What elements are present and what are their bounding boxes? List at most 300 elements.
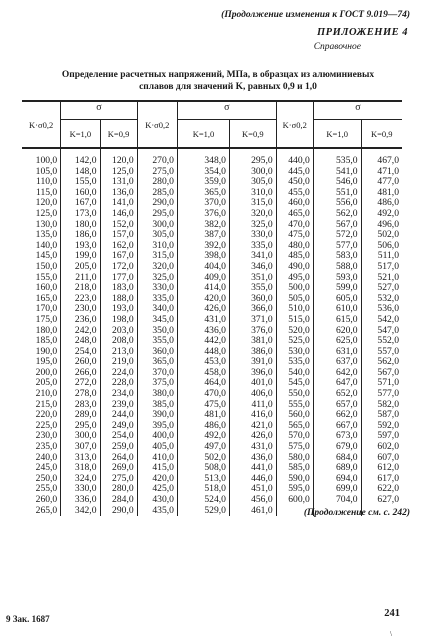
table-cell: 556,0 <box>335 197 358 209</box>
table-cell: 283,0 <box>74 398 97 410</box>
table-cell: 275,0 <box>152 165 174 177</box>
table-cell: 500,0 <box>288 282 310 294</box>
table-cell: 492,0 <box>204 430 226 442</box>
table-cell: 386,0 <box>251 345 273 357</box>
table-cell: 265,0 <box>35 504 58 516</box>
table-cell: 382,0 <box>204 218 226 230</box>
table-cell: 475,0 <box>288 229 310 241</box>
table-cell: 565,0 <box>288 419 310 431</box>
table-cell: 188,0 <box>112 292 134 304</box>
table-cell: 486,0 <box>204 419 226 431</box>
table-cell: 446,0 <box>251 472 273 484</box>
table-cell: 145,0 <box>35 250 58 262</box>
table-cell: 530,0 <box>288 345 310 357</box>
table-cell: 313,0 <box>74 451 97 463</box>
order-number: 9 Зак. 1687 <box>6 614 50 624</box>
table-cell: 167,0 <box>112 250 134 262</box>
table-cell: 430,0 <box>152 494 174 505</box>
table-cell: 525,0 <box>288 335 310 347</box>
table-cell: 266,0 <box>74 366 97 378</box>
table-cell: 376,0 <box>251 324 273 336</box>
table-cell: 631,0 <box>335 345 358 357</box>
table-cell: 506,0 <box>377 239 399 251</box>
table-cell: 486,0 <box>377 197 399 209</box>
table-cell: 527,0 <box>377 282 399 294</box>
table-cell: 453,0 <box>204 356 226 368</box>
table-cell: 425,0 <box>152 483 174 495</box>
table-cell: 431,0 <box>251 441 273 453</box>
table-cell: 167,0 <box>74 197 97 209</box>
table-cell: 130,0 <box>35 218 58 230</box>
table-cell: 290,0 <box>112 504 134 516</box>
table-cell: 290,0 <box>152 197 174 209</box>
table-cell: 436,0 <box>204 324 226 336</box>
table-cell: 552,0 <box>377 335 399 347</box>
table-cell: 280,0 <box>152 176 174 188</box>
table-cell: 492,0 <box>377 207 399 219</box>
table-cell: 172,0 <box>112 260 134 272</box>
table-cell: 110,0 <box>36 176 58 188</box>
table-cell: 280,0 <box>112 483 134 495</box>
table-cell: 592,0 <box>377 419 399 431</box>
table-cell: 560,0 <box>288 409 310 421</box>
table-cell: 441,0 <box>251 462 273 474</box>
table-cell: 220,0 <box>35 409 58 421</box>
table-cell: 305,0 <box>152 229 174 241</box>
table-cell: 540,0 <box>288 366 310 378</box>
table-cell: 612,0 <box>377 462 399 474</box>
table-cell: 502,0 <box>204 451 226 463</box>
table-cell: 572,0 <box>335 229 358 241</box>
table-cell: 547,0 <box>377 324 399 336</box>
table-cell: 610,0 <box>335 303 358 315</box>
table-cell: 542,0 <box>377 313 399 325</box>
table-cell: 657,0 <box>335 398 358 410</box>
table-cell: 495,0 <box>288 271 310 283</box>
table-cell: 415,0 <box>152 462 174 474</box>
table-title-line2: сплавов для значений K, равных 0,9 и 1,0 <box>139 82 317 92</box>
table-cell: 436,0 <box>251 451 273 463</box>
table-cell: 451,0 <box>251 483 273 495</box>
table-cell: 140,0 <box>35 239 58 251</box>
table-cell: 511,0 <box>377 250 399 262</box>
table-cell: 335,0 <box>251 239 273 251</box>
table-cell: 467,0 <box>377 155 399 166</box>
table-cell: 390,0 <box>152 409 174 421</box>
table-cell: 348,0 <box>204 155 226 166</box>
table-cell: 577,0 <box>335 239 358 251</box>
table-cell: 336,0 <box>74 494 97 505</box>
k09-header-2: K=0,9 <box>229 120 276 148</box>
table-cell: 508,0 <box>204 462 226 474</box>
table-cell: 426,0 <box>251 430 273 442</box>
table-cell: 152,0 <box>112 218 134 230</box>
table-cell: 627,0 <box>377 494 399 505</box>
table-cell: 100,0 <box>35 155 58 166</box>
table-cell: 684,0 <box>335 451 358 463</box>
table-cell: 183,0 <box>112 282 134 294</box>
table-cell: 340,0 <box>152 303 174 315</box>
table-cell: 307,0 <box>74 441 97 453</box>
table-cell: 555,0 <box>288 398 310 410</box>
table-cell: 365,0 <box>204 186 226 198</box>
table-cell: 300,0 <box>251 165 273 177</box>
sigma-header-1: σ <box>61 102 137 120</box>
table-cell: 146,0 <box>112 207 134 219</box>
table-cell: 400,0 <box>152 430 174 442</box>
table-cell: 155,0 <box>74 176 97 188</box>
stress-table <box>22 100 402 516</box>
table-cell: 310,0 <box>251 186 273 198</box>
table-cell: 593,0 <box>335 271 358 283</box>
table-cell: 355,0 <box>251 282 273 294</box>
table-cell: 342,0 <box>74 504 97 516</box>
k1-header-3: K=1,0 <box>313 120 361 148</box>
table-cell: 330,0 <box>251 229 273 241</box>
table-cell: 354,0 <box>204 165 226 177</box>
table-cell: 391,0 <box>251 356 273 368</box>
table-cell: 254,0 <box>74 345 97 357</box>
table-cell: 551,0 <box>335 186 358 198</box>
table-cell: 162,0 <box>112 239 134 251</box>
table-cell: 490,0 <box>288 260 310 272</box>
col-g1-kr <box>22 156 60 516</box>
table-cell: 315,0 <box>251 197 273 209</box>
table-cell: 160,0 <box>74 186 97 198</box>
table-cell: 411,0 <box>251 398 273 410</box>
table-cell: 200,0 <box>35 366 58 378</box>
table-cell: 420,0 <box>152 472 174 484</box>
table-cell: 215,0 <box>35 398 58 410</box>
table-cell: 259,0 <box>112 441 134 453</box>
table-cell: 513,0 <box>204 472 226 484</box>
table-cell: 289,0 <box>74 409 97 421</box>
table-cell: 587,0 <box>377 409 399 421</box>
k09-header-1: K=0,9 <box>100 120 137 148</box>
table-cell: 278,0 <box>74 388 97 400</box>
table-cell: 345,0 <box>152 313 174 325</box>
table-cell: 335,0 <box>152 292 174 304</box>
table-cell: 470,0 <box>204 388 226 400</box>
table-cell: 223,0 <box>74 292 97 304</box>
table-cell: 597,0 <box>377 430 399 442</box>
table-cell: 570,0 <box>288 430 310 442</box>
row-label-header: K·σ0,2 <box>29 119 54 130</box>
table-cell: 295,0 <box>74 419 97 431</box>
table-cell: 497,0 <box>204 441 226 453</box>
table-cell: 448,0 <box>204 345 226 357</box>
table-cell: 175,0 <box>35 313 58 325</box>
table-cell: 409,0 <box>204 271 226 283</box>
table-cell: 148,0 <box>74 165 97 177</box>
table-cell: 360,0 <box>152 345 174 357</box>
table-cell: 485,0 <box>288 250 310 262</box>
table-cell: 535,0 <box>335 155 358 166</box>
table-cell: 190,0 <box>35 345 58 357</box>
table-cell: 355,0 <box>152 335 174 347</box>
table-cell: 562,0 <box>377 356 399 368</box>
col-g1-k09 <box>101 156 137 516</box>
table-cell: 180,0 <box>35 324 58 336</box>
table-cell: 330,0 <box>74 483 97 495</box>
table-cell: 359,0 <box>204 176 226 188</box>
appendix-title: ПРИЛОЖЕНИЕ 4 <box>317 27 408 38</box>
table-cell: 420,0 <box>204 292 226 304</box>
table-cell: 510,0 <box>288 303 310 315</box>
table-cell: 450,0 <box>288 176 310 188</box>
table-cell: 135,0 <box>35 229 58 241</box>
table-cell: 239,0 <box>112 398 134 410</box>
table-cell: 186,0 <box>74 229 97 241</box>
table-cell: 125,0 <box>112 165 134 177</box>
table-cell: 673,0 <box>335 430 358 442</box>
table-cell: 445,0 <box>288 165 310 177</box>
table-cell: 234,0 <box>112 388 134 400</box>
table-cell: 208,0 <box>112 335 134 347</box>
table-cell: 236,0 <box>74 313 97 325</box>
table-cell: 211,0 <box>75 271 97 283</box>
table-cell: 583,0 <box>335 250 358 262</box>
table-cell: 346,0 <box>251 260 273 272</box>
table-cell: 249,0 <box>112 419 134 431</box>
table-cell: 300,0 <box>74 430 97 442</box>
table-cell: 599,0 <box>335 282 358 294</box>
table-cell: 250,0 <box>35 472 58 484</box>
table-cell: 652,0 <box>335 388 358 400</box>
table-cell: 431,0 <box>204 313 226 325</box>
table-cell: 269,0 <box>112 462 134 474</box>
table-cell: 385,0 <box>152 398 174 410</box>
table-cell: 440,0 <box>288 155 310 166</box>
table-cell: 704,0 <box>335 494 358 505</box>
k09-header-3: K=0,9 <box>361 120 402 148</box>
table-cell: 315,0 <box>152 250 174 262</box>
sigma-header-2: σ <box>177 102 276 120</box>
table-cell: 590,0 <box>288 472 310 484</box>
table-cell: 203,0 <box>112 324 134 336</box>
table-cell: 310,0 <box>152 239 174 251</box>
table-cell: 529,0 <box>204 504 226 516</box>
scan-mark: \ <box>390 630 392 638</box>
table-cell: 515,0 <box>288 313 310 325</box>
table-cell: 275,0 <box>112 472 134 484</box>
table-cell: 131,0 <box>112 176 134 188</box>
row-label-header-3: K·σ0,2 <box>276 102 313 148</box>
table-cell: 205,0 <box>35 377 58 389</box>
table-cell: 562,0 <box>335 207 358 219</box>
table-cell: 465,0 <box>288 207 310 219</box>
table-cell: 185,0 <box>35 335 58 347</box>
table-title-line1: Определение расчетных напряжений, МПа, в образцах из алюминиевых <box>61 70 375 80</box>
table-cell: 351,0 <box>251 271 273 283</box>
table-cell: 567,0 <box>377 366 399 378</box>
table-cell: 376,0 <box>204 207 226 219</box>
continuation-header: (Продолжение изменения к ГОСТ 9.019—74) <box>221 10 410 20</box>
table-cell: 380,0 <box>152 388 174 400</box>
table-cell: 694,0 <box>335 472 358 484</box>
table-cell: 689,0 <box>335 462 358 474</box>
table-cell: 150,0 <box>35 260 58 272</box>
table-cell: 524,0 <box>204 494 226 505</box>
table-cell: 120,0 <box>112 155 134 166</box>
table-cell: 481,0 <box>377 186 399 198</box>
table-cell: 170,0 <box>35 303 58 315</box>
col-g3-kr <box>277 156 313 516</box>
table-cell: 177,0 <box>112 271 134 283</box>
table-cell: 173,0 <box>74 207 97 219</box>
table-cell: 647,0 <box>335 377 358 389</box>
col-g2-kr <box>138 156 177 516</box>
table-cell: 502,0 <box>377 229 399 241</box>
continuation-footer: (Продолжение см. с. 242) <box>303 508 410 518</box>
table-cell: 230,0 <box>35 430 58 442</box>
table-cell: 205,0 <box>74 260 97 272</box>
table-cell: 284,0 <box>112 494 134 505</box>
table-cell: 577,0 <box>377 388 399 400</box>
table-cell: 458,0 <box>204 366 226 378</box>
table-cell: 370,0 <box>204 197 226 209</box>
k1-header-2: K=1,0 <box>177 120 229 148</box>
table-cell: 341,0 <box>251 250 273 262</box>
table-cell: 224,0 <box>112 366 134 378</box>
col-g2-k1 <box>178 156 229 516</box>
k1-header-1: K=1,0 <box>61 120 100 148</box>
table-cell: 155,0 <box>35 271 58 283</box>
table-cell: 615,0 <box>335 313 358 325</box>
table-cell: 318,0 <box>74 462 97 474</box>
table-cell: 455,0 <box>288 186 310 198</box>
table-cell: 264,0 <box>112 451 134 463</box>
table-cell: 242,0 <box>74 324 97 336</box>
table-cell: 199,0 <box>74 250 97 262</box>
table-cell: 198,0 <box>112 313 134 325</box>
table-cell: 557,0 <box>377 345 399 357</box>
table-cell: 105,0 <box>35 165 58 177</box>
table-cell: 416,0 <box>251 409 273 421</box>
table-cell: 330,0 <box>152 282 174 294</box>
table-cell: 270,0 <box>152 155 174 166</box>
table-cell: 532,0 <box>377 292 399 304</box>
table-cell: 381,0 <box>251 335 273 347</box>
col-g1-k1 <box>61 156 99 516</box>
table-cell: 442,0 <box>204 335 226 347</box>
table-cell: 605,0 <box>335 292 358 304</box>
table-cell: 160,0 <box>35 282 58 294</box>
table-cell: 248,0 <box>74 335 97 347</box>
table-cell: 595,0 <box>288 483 310 495</box>
table-cell: 225,0 <box>35 419 58 431</box>
table-cell: 410,0 <box>152 451 174 463</box>
table-cell: 193,0 <box>74 239 97 251</box>
table-cell: 125,0 <box>35 207 58 219</box>
page-number: 241 <box>384 608 400 619</box>
col-g2-k09 <box>230 156 276 516</box>
table-cell: 535,0 <box>288 356 310 368</box>
table-cell: 582,0 <box>377 398 399 410</box>
table-cell: 505,0 <box>288 292 310 304</box>
table-cell: 588,0 <box>335 260 358 272</box>
table-title <box>20 69 416 93</box>
table-cell: 295,0 <box>251 155 273 166</box>
table-cell: 136,0 <box>112 186 134 198</box>
table-cell: 475,0 <box>204 398 226 410</box>
table-cell: 550,0 <box>288 388 310 400</box>
table-cell: 541,0 <box>335 165 358 177</box>
table-cell: 480,0 <box>288 239 310 251</box>
table-cell: 210,0 <box>35 388 58 400</box>
table-cell: 580,0 <box>288 451 310 463</box>
table-cell: 395,0 <box>152 419 174 431</box>
table-cell: 213,0 <box>112 345 134 357</box>
table-cell: 141,0 <box>112 197 134 209</box>
table-cell: 460,0 <box>288 197 310 209</box>
table-cell: 195,0 <box>35 356 58 368</box>
table-cell: 620,0 <box>335 324 358 336</box>
table-cell: 575,0 <box>288 441 310 453</box>
table-cell: 219,0 <box>112 356 134 368</box>
table-cell: 481,0 <box>204 409 226 421</box>
table-cell: 398,0 <box>204 250 226 262</box>
table-cell: 477,0 <box>377 176 399 188</box>
table-cell: 600,0 <box>288 494 310 505</box>
table-cell: 285,0 <box>152 186 174 198</box>
table-cell: 679,0 <box>335 441 358 453</box>
table-cell: 228,0 <box>112 377 134 389</box>
col-g3-k1 <box>314 156 361 516</box>
table-cell: 536,0 <box>377 303 399 315</box>
table-cell: 230,0 <box>74 303 97 315</box>
table-cell: 496,0 <box>377 218 399 230</box>
table-cell: 602,0 <box>377 441 399 453</box>
col-g3-k09 <box>362 156 402 516</box>
table-cell: 165,0 <box>35 292 58 304</box>
table-cell: 244,0 <box>112 409 134 421</box>
table-cell: 320,0 <box>251 207 273 219</box>
table-cell: 456,0 <box>251 494 273 505</box>
table-cell: 218,0 <box>74 282 97 294</box>
table-cell: 260,0 <box>35 494 58 505</box>
table-cell: 295,0 <box>152 207 174 219</box>
table-cell: 375,0 <box>152 377 174 389</box>
table-cell: 255,0 <box>35 483 58 495</box>
table-cell: 699,0 <box>335 483 358 495</box>
table-cell: 406,0 <box>251 388 273 400</box>
table-cell: 470,0 <box>288 218 310 230</box>
table-cell: 617,0 <box>377 472 399 484</box>
table-cell: 667,0 <box>335 419 358 431</box>
table-cell: 272,0 <box>74 377 97 389</box>
row-label-header-2: K·σ0,2 <box>137 102 177 148</box>
table-cell: 260,0 <box>74 356 97 368</box>
table-body <box>22 149 402 517</box>
table-cell: 325,0 <box>152 271 174 283</box>
table-cell: 235,0 <box>35 441 58 453</box>
table-cell: 254,0 <box>112 430 134 442</box>
table-cell: 546,0 <box>335 176 358 188</box>
table-cell: 471,0 <box>377 165 399 177</box>
table-cell: 115,0 <box>36 186 58 198</box>
table-cell: 567,0 <box>335 218 358 230</box>
table-cell: 120,0 <box>35 197 58 209</box>
table-cell: 370,0 <box>152 366 174 378</box>
table-cell: 426,0 <box>204 303 226 315</box>
table-cell: 365,0 <box>152 356 174 368</box>
table-cell: 520,0 <box>288 324 310 336</box>
table-cell: 625,0 <box>335 335 358 347</box>
table-cell: 401,0 <box>251 377 273 389</box>
table-cell: 320,0 <box>152 260 174 272</box>
table-cell: 607,0 <box>377 451 399 463</box>
